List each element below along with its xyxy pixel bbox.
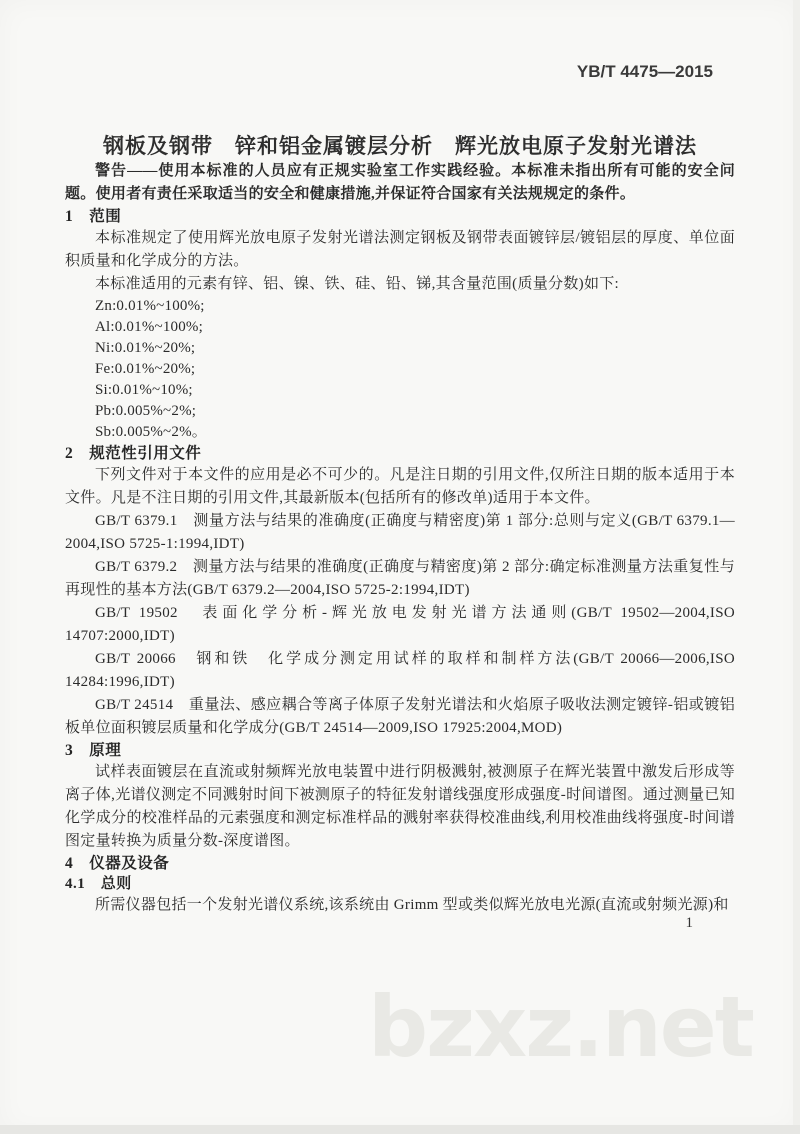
reference-gbt-24514: GB/T 24514 重量法、感应耦合等离子体原子发射光谱法和火焰原子吸收法测定镀锌-铝或镀铝板单位面积镀层质量和化学成分(GB/T 24514—2009,ISO 17925:2004,MOD): [65, 697, 735, 736]
reference-gbt-6379-1: GB/T 6379.1 测量方法与结果的准确度(正确度与精密度)第 1 部分:总则与定义(GB/T 6379.1—2004,ISO 5725-1:1994,IDT): [65, 513, 735, 552]
page-number: 1: [685, 915, 693, 931]
element-range-pb: Pb:0.005%~2%;: [95, 403, 197, 419]
section-heading-references: 2 规范性引用文件: [65, 445, 202, 462]
element-range-list: [65, 296, 735, 443]
section-heading-principle: 3 原理: [65, 742, 122, 759]
references-intro: 下列文件对于本文件的应用是必不可少的。凡是注日期的引用文件,仅所注日期的版本适用于本文件。凡是不注日期的引用文件,其最新版本(包括所有的修改单)适用于本文件。: [65, 467, 735, 506]
subsection-heading-general: 4.1 总则: [65, 876, 132, 892]
scope-paragraph-1: 本标准规定了使用辉光放电原子发射光谱法测定钢板及钢带表面镀锌层/镀铝层的厚度、单位面积质量和化学成分的方法。: [65, 230, 735, 269]
apparatus-paragraph: 所需仪器包括一个发射光谱仪系统,该系统由 Grimm 型或类似辉光放电光源(直流或射频光源)和: [95, 897, 729, 913]
standard-number: YB/T 4475—2015: [576, 62, 713, 81]
element-range-fe: Fe:0.01%~20%;: [95, 361, 196, 377]
scope-paragraph-2: 本标准适用的元素有锌、铝、镍、铁、硅、铅、锑,其含量范围(质量分数)如下:: [95, 276, 620, 292]
reference-gbt-19502: GB/T 19502 表面化学分析-辉光放电发射光谱方法通则(GB/T 19502—2004,ISO 14707:2000,IDT): [65, 605, 735, 644]
element-range-ni: Ni:0.01%~20%;: [95, 340, 196, 356]
reference-gbt-20066: GB/T 20066 钢和铁 化学成分测定用试样的取样和制样方法(GB/T 20066—2006,ISO 14284:1996,IDT): [65, 651, 735, 690]
scan-right-edge: [793, 0, 800, 1134]
reference-gbt-6379-2: GB/T 6379.2 测量方法与结果的准确度(正确度与精密度)第 2 部分:确定标准测量方法重复性与再现性的基本方法(GB/T 6379.2—2004,ISO 5725-2:1994,IDT): [65, 559, 735, 598]
section-heading-scope: 1 范围: [65, 208, 122, 225]
warning-paragraph: 警告——使用本标准的人员应有正规实验室工作实践经验。本标准未指出所有可能的安全问题。使用者有责任采取适当的安全和健康措施,并保证符合国家有关法规规定的条件。: [65, 163, 735, 202]
document-title: 钢板及钢带 锌和铝金属镀层分析 辉光放电原子发射光谱法: [103, 134, 697, 158]
principle-paragraph: 试样表面镀层在直流或射频辉光放电装置中进行阴极溅射,被测原子在辉光装置中激发后形成等离子体,光谱仪测定不同溅射时间下被测原子的特征发射谱线强度形成强度-时间谱图。通过测量已知化学成分的校准样品的元素强度和测定标准样品的溅射率获得校准曲线,利用校准曲线将强度-时间谱图定量转换为质量分数-深度谱图。: [65, 764, 735, 849]
element-range-zn: Zn:0.01%~100%;: [95, 298, 205, 314]
scan-bottom-edge: [0, 1125, 800, 1134]
element-range-al: Al:0.01%~100%;: [95, 319, 203, 335]
section-heading-apparatus: 4 仪器及设备: [65, 855, 170, 872]
site-watermark: bzxz.net: [368, 978, 753, 1076]
element-range-si: Si:0.01%~10%;: [95, 382, 193, 398]
element-range-sb: Sb:0.005%~2%。: [95, 424, 207, 440]
